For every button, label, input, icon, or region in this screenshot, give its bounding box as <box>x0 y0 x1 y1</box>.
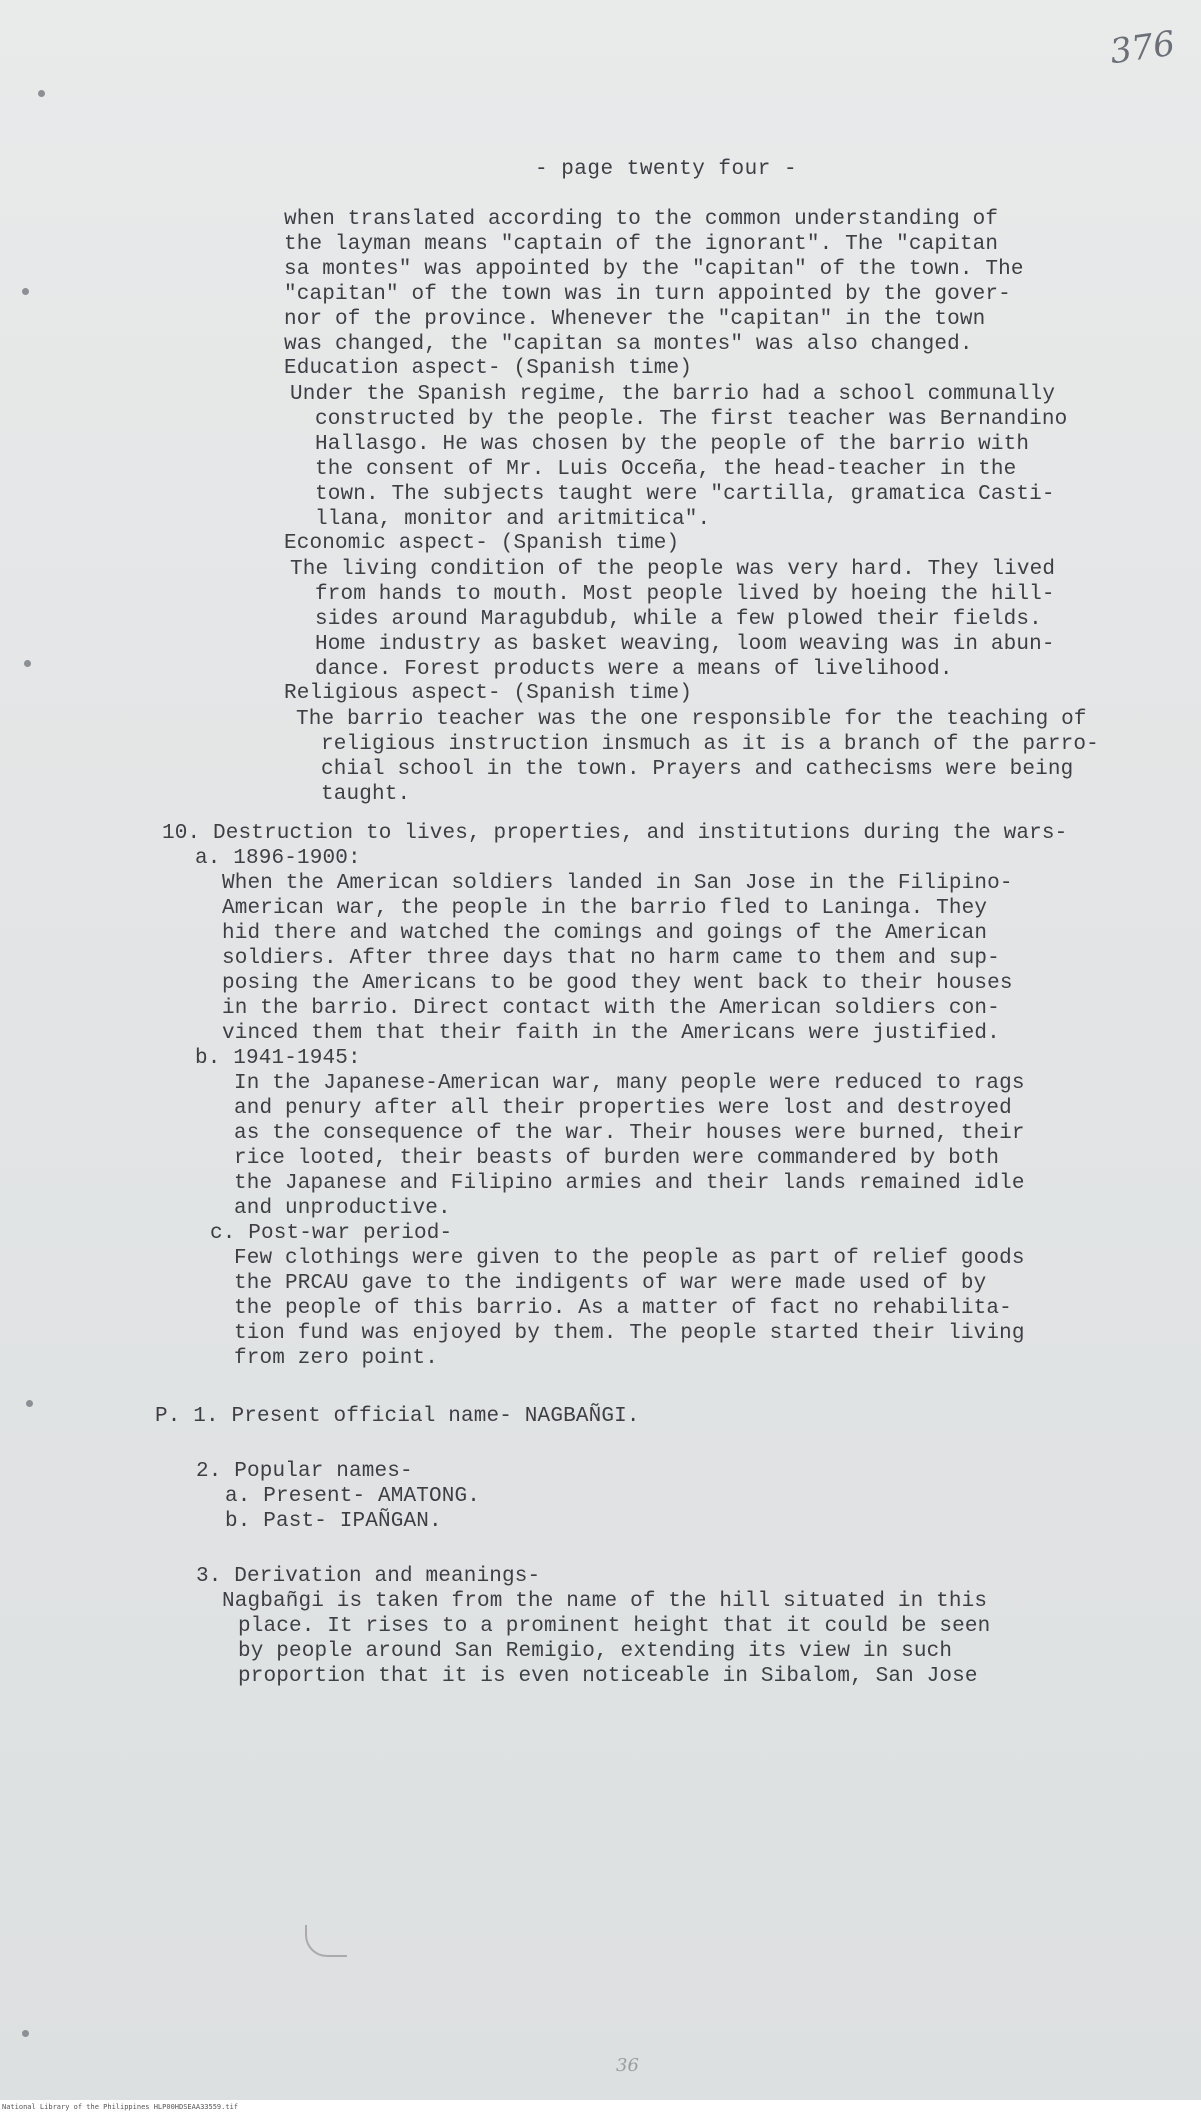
text-line: When the American soldiers landed in San Jose in the Filipino- <box>222 872 1013 895</box>
text-line: The barrio teacher was the one responsible for the teaching of <box>296 708 1087 731</box>
punch-hole <box>22 2030 29 2037</box>
text-line: when translated according to the common understanding of <box>284 208 999 231</box>
pencil-mark <box>305 1925 347 1957</box>
text-line: sa montes" was appointed by the "capitan" of the town. The <box>284 258 1024 281</box>
subsection-heading: 2. Popular names- <box>196 1460 413 1483</box>
text-line: sides around Maragubdub, while a few plowed their fields. <box>315 608 1042 631</box>
text-line: by people around San Remigio, extending its view in such <box>238 1640 953 1663</box>
text-line: as the consequence of the war. Their houses were burned, their <box>234 1122 1025 1145</box>
section-heading: Education aspect- (Spanish time) <box>284 357 693 380</box>
text-line: was changed, the "capitan sa montes" was also changed. <box>284 333 973 356</box>
text-line: In the Japanese-American war, many people were reduced to rags <box>234 1072 1025 1095</box>
text-line: tion fund was enjoyed by them. The people started their living <box>234 1322 1025 1345</box>
text-line: posing the Americans to be good they went back to their houses <box>222 972 1013 995</box>
text-line: The living condition of the people was very hard. They lived <box>290 558 1056 581</box>
text-line: dance. Forest products were a means of livelihood. <box>315 658 953 681</box>
text-line: from hands to mouth. Most people lived by hoeing the hill- <box>315 583 1055 606</box>
text-line: Few clothings were given to the people as part of relief goods <box>234 1247 1025 1270</box>
text-line: proportion that it is even noticeable in Sibalom, San Jose <box>238 1665 978 1688</box>
text-line: and penury after all their properties were lost and destroyed <box>234 1097 1012 1120</box>
text-line: the people of this barrio. As a matter of fact no rehabilita- <box>234 1297 1012 1320</box>
text-line: town. The subjects taught were "cartilla, gramatica Casti- <box>315 483 1055 506</box>
archive-footer: National Library of the Philippines HLP00HDSEAA33559.tif <box>0 2100 1201 2114</box>
text-line: religious instruction insmuch as it is a branch of the parro- <box>321 733 1099 756</box>
text-line: nor of the province. Whenever the "capitan" in the town <box>284 308 986 331</box>
text-line: b. Past- IPAÑGAN. <box>225 1510 442 1533</box>
punch-hole <box>22 288 29 295</box>
text-line: in the barrio. Direct contact with the American soldiers con- <box>222 997 1000 1020</box>
text-line: American war, the people in the barrio fled to Laninga. They <box>222 897 988 920</box>
section-heading: Economic aspect- (Spanish time) <box>284 532 680 555</box>
text-line: the PRCAU gave to the indigents of war were made used of by <box>234 1272 987 1295</box>
text-line: the Japanese and Filipino armies and their lands remained idle <box>234 1172 1025 1195</box>
text-line: Home industry as basket weaving, loom weaving was in abun- <box>315 633 1055 656</box>
punch-hole <box>24 660 31 667</box>
text-line: rice looted, their beasts of burden were commandered by both <box>234 1147 1000 1170</box>
text-line: Nagbañgi is taken from the name of the hill situated in this <box>222 1590 988 1613</box>
text-line: Hallasgo. He was chosen by the people of the barrio with <box>315 433 1030 456</box>
text-line: a. Present- AMATONG. <box>225 1485 481 1508</box>
text-line: the consent of Mr. Luis Occeña, the head-teacher in the <box>315 458 1017 481</box>
section-heading: Religious aspect- (Spanish time) <box>284 682 693 705</box>
handwritten-page-number: 376 <box>1107 23 1178 73</box>
punch-hole <box>26 1400 33 1407</box>
text-line: the layman means "captain of the ignorant". The "capitan <box>284 233 999 256</box>
text-line: soldiers. After three days that no harm came to them and sup- <box>222 947 1000 970</box>
text-line: taught. <box>321 783 411 806</box>
text-line: and unproductive. <box>234 1197 451 1220</box>
text-line: vinced them that their faith in the Americans were justified. <box>222 1022 1000 1045</box>
text-line: constructed by the people. The first teacher was Bernandino <box>315 408 1068 431</box>
text-line: Under the Spanish regime, the barrio had a school communally <box>290 383 1056 406</box>
text-line: "capitan" of the town was in turn appointed by the gover- <box>284 283 1011 306</box>
subsection-heading: b. 1941-1945: <box>195 1047 361 1070</box>
text-line: chial school in the town. Prayers and cathecisms were being <box>321 758 1074 781</box>
text-line: llana, monitor and aritmitica". <box>315 508 711 531</box>
section-heading: P. 1. Present official name- NAGBAÑGI. <box>155 1405 640 1428</box>
text-line: hid there and watched the comings and goings of the American <box>222 922 988 945</box>
subsection-heading: c. Post-war period- <box>210 1222 453 1245</box>
page-header: - page twenty four - <box>535 158 798 181</box>
footer-page-number: 36 <box>616 2055 639 2076</box>
punch-hole <box>38 90 45 97</box>
subsection-heading: a. 1896-1900: <box>195 847 361 870</box>
text-line: place. It rises to a prominent height that it could be seen <box>238 1615 991 1638</box>
section-heading: 10. Destruction to lives, properties, and institutions during the wars- <box>162 822 1068 845</box>
subsection-heading: 3. Derivation and meanings- <box>196 1565 541 1588</box>
text-line: from zero point. <box>234 1347 439 1370</box>
